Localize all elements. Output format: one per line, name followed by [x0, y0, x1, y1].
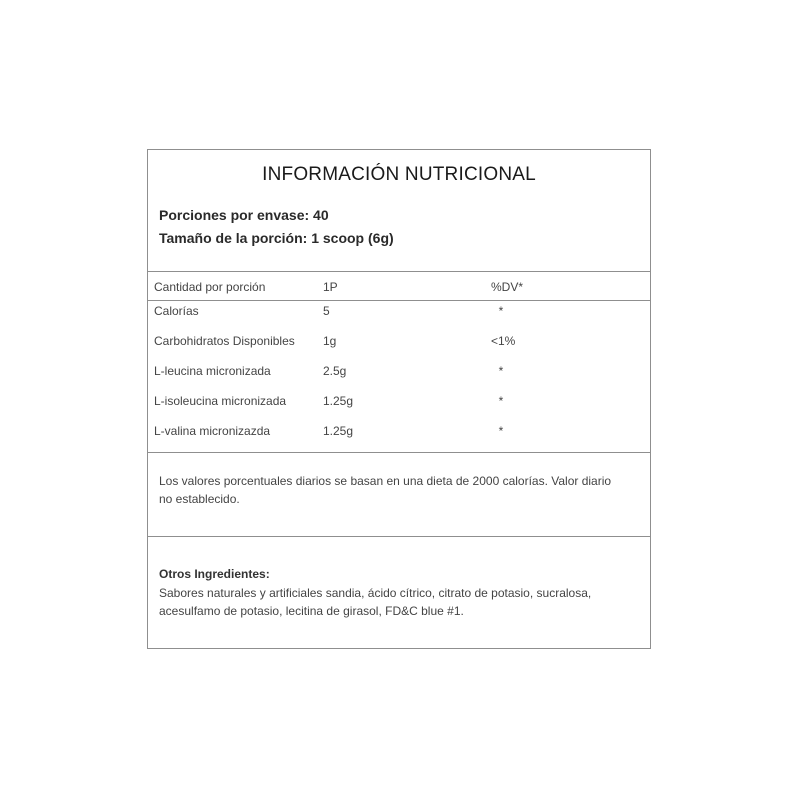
nutrient-daily-value: *	[498, 364, 504, 378]
header-per-serving: 1P	[323, 280, 338, 294]
nutrient-name: L-isoleucina micronizada	[154, 394, 287, 408]
nutrient-amount: 2.5g	[323, 364, 347, 378]
table-row	[148, 361, 650, 391]
daily-value-note-section	[148, 453, 650, 537]
nutrient-name: Carbohidratos Disponibles	[154, 334, 295, 348]
nutrient-name: L-leucina micronizada	[154, 364, 271, 378]
table-row	[148, 391, 650, 421]
label-header	[148, 150, 650, 272]
nutrient-name: L-valina micronizazda	[154, 424, 271, 438]
nutrient-amount: 1.25g	[323, 424, 354, 438]
other-ingredients-text: Sabores naturales y artificiales sandia, ácido cítrico, citrato de potasio, sucralosa, acesulfamo de potasio, lecitina de girasol, FD&C blue #1.	[159, 586, 592, 618]
header-amount-per-serving: Cantidad por porción	[154, 280, 266, 294]
table-row	[148, 331, 650, 361]
nutrient-daily-value: *	[498, 424, 504, 438]
header-daily-value: %DV*	[491, 280, 524, 294]
nutrient-daily-value: *	[498, 304, 504, 318]
nutrition-facts-label	[147, 149, 651, 649]
table-row	[148, 421, 650, 451]
nutrient-daily-value: *	[498, 394, 504, 408]
nutrient-daily-value: <1%	[491, 334, 516, 348]
serving-size: Tamaño de la porción: 1 scoop (6g)	[159, 230, 394, 246]
table-row	[148, 301, 650, 331]
daily-value-note: Los valores porcentuales diarios se basan en una dieta de 2000 calorías. Valor diario no establecido.	[159, 474, 612, 506]
nutrition-table-body	[148, 301, 650, 453]
nutrient-name: Calorías	[154, 304, 199, 318]
nutrient-amount: 1g	[323, 334, 337, 348]
nutrient-amount: 5	[323, 304, 330, 318]
servings-per-container: Porciones por envase: 40	[159, 207, 329, 223]
nutrition-table-header	[148, 272, 650, 301]
nutrient-amount: 1.25g	[323, 394, 354, 408]
other-ingredients-title: Otros Ingredientes:	[159, 567, 270, 581]
other-ingredients-section	[148, 537, 650, 649]
label-title: INFORMACIÓN NUTRICIONAL	[262, 164, 536, 185]
